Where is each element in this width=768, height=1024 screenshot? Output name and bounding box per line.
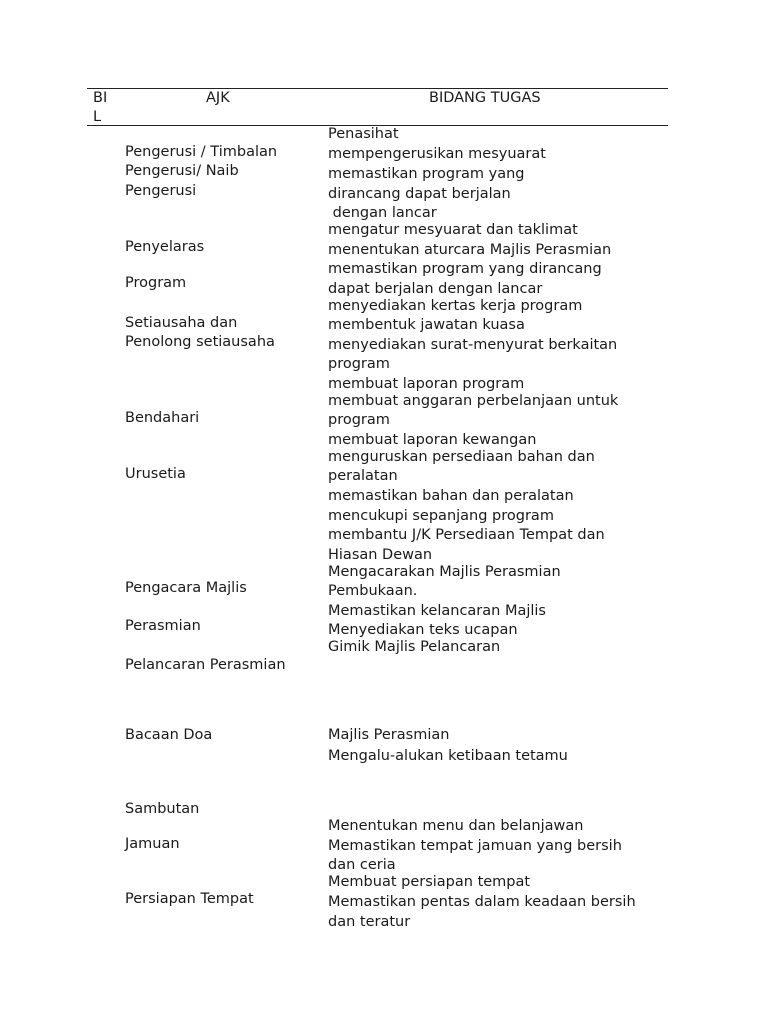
header-bidang-tugas: BIDANG TUGAS xyxy=(429,90,541,106)
ajk-item: Pengerusi xyxy=(125,183,197,199)
tugas-line: Mengalu-alukan ketibaan tetamu xyxy=(328,748,568,764)
tugas-line: peralatan xyxy=(328,468,398,484)
tugas-line: dapat berjalan dengan lancar xyxy=(328,281,543,297)
ajk-item: Program xyxy=(125,275,187,291)
tugas-line: Menentukan menu dan belanjawan xyxy=(328,818,584,834)
ajk-item: Perasmian xyxy=(125,618,201,634)
tugas-line: program xyxy=(328,412,390,428)
tugas-line: dirancang dapat berjalan xyxy=(328,186,511,202)
header-bil-line1: BI xyxy=(93,90,108,106)
ajk-item: Pengacara Majlis xyxy=(125,580,247,596)
tugas-line: menyediakan surat-menyurat berkaitan xyxy=(328,337,618,353)
table-top-rule xyxy=(87,88,668,89)
tugas-line: membuat laporan program xyxy=(328,376,525,392)
tugas-line: memastikan program yang dirancang xyxy=(328,261,602,277)
tugas-line: Membuat persiapan tempat xyxy=(328,874,531,890)
tugas-line: menyediakan kertas kerja program xyxy=(328,298,583,314)
tugas-line: dan ceria xyxy=(328,857,396,873)
tugas-line: dengan lancar xyxy=(328,205,437,221)
tugas-line: Mengacarakan Majlis Perasmian xyxy=(328,564,561,580)
ajk-item: Urusetia xyxy=(125,466,186,482)
tugas-line: menentukan aturcara Majlis Perasmian xyxy=(328,242,612,258)
tugas-line: Menyediakan teks ucapan xyxy=(328,622,518,638)
tugas-line: memastikan program yang xyxy=(328,166,525,182)
tugas-line: membuat anggaran perbelanjaan untuk xyxy=(328,393,619,409)
tugas-line: membuat laporan kewangan xyxy=(328,432,537,448)
tugas-line: Pembukaan. xyxy=(328,583,418,599)
ajk-item: Pengerusi / Timbalan xyxy=(125,144,278,160)
ajk-item: Penolong setiausaha xyxy=(125,334,275,350)
header-bil-line2: L xyxy=(93,109,102,125)
tugas-line: mengatur mesyuarat dan taklimat xyxy=(328,222,578,238)
tugas-line: menguruskan persediaan bahan dan xyxy=(328,449,595,465)
ajk-item: Penyelaras xyxy=(125,239,205,255)
tugas-line: memastikan bahan dan peralatan xyxy=(328,488,574,504)
header-ajk: AJK xyxy=(206,90,230,106)
tugas-line: Memastikan pentas dalam keadaan bersih xyxy=(328,894,636,910)
tugas-line: Penasihat xyxy=(328,126,399,142)
ajk-item: Jamuan xyxy=(125,836,180,852)
ajk-item: Persiapan Tempat xyxy=(125,891,254,907)
tugas-line: program xyxy=(328,356,390,372)
tugas-line: membantu J/K Persediaan Tempat dan xyxy=(328,527,605,543)
ajk-item: Pelancaran Perasmian xyxy=(125,657,286,673)
ajk-item: Pengerusi/ Naib xyxy=(125,163,239,179)
tugas-line: Gimik Majlis Pelancaran xyxy=(328,639,501,655)
tugas-line: membentuk jawatan kuasa xyxy=(328,317,525,333)
tugas-line: Hiasan Dewan xyxy=(328,547,433,563)
tugas-line: Memastikan kelancaran Majlis xyxy=(328,603,546,619)
ajk-item: Setiausaha dan xyxy=(125,315,238,331)
tugas-line: Memastikan tempat jamuan yang bersih xyxy=(328,838,622,854)
tugas-line: dan teratur xyxy=(328,914,411,930)
ajk-item: Sambutan xyxy=(125,801,200,817)
ajk-item: Bacaan Doa xyxy=(125,727,213,743)
tugas-line: Majlis Perasmian xyxy=(328,727,450,743)
ajk-item: Bendahari xyxy=(125,410,200,426)
tugas-line: mempengerusikan mesyuarat xyxy=(328,146,546,162)
tugas-line: mencukupi sepanjang program xyxy=(328,508,554,524)
